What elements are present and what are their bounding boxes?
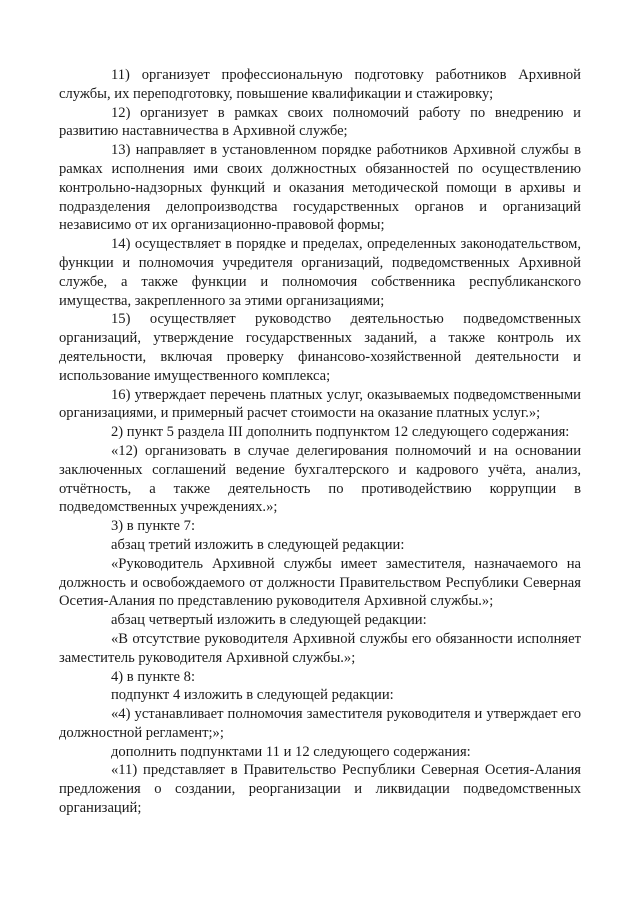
paragraph-abzac-4-intro: абзац четвертый изложить в следующей редакции:: [111, 612, 427, 629]
paragraph-abzac-3-text: «Руководитель Архивной службы имеет заместителя, назначаемого на должность и освобождаемого от должности Правительством Республики Северная Осетия-Алания по представлению руководителя Архивной службы.»;: [59, 555, 581, 610]
paragraph-subitem-4-intro: подпункт 4 изложить в следующей редакции:: [111, 687, 394, 704]
paragraph-amendment-3: 3) в пункте 7:: [111, 518, 196, 535]
paragraph-abzac-4-text: «В отсутствие руководителя Архивной службы его обязанности исполняет заместитель руководителя Архивной службы.»;: [59, 630, 581, 666]
paragraph-abzac-3-intro: абзац третий изложить в следующей редакции:: [111, 536, 405, 553]
paragraph-item-12: 12) организует в рамках своих полномочий работу по внедрению и развитию наставничества в Архивной службе;: [59, 104, 581, 140]
paragraph-item-15: 15) осуществляет руководство деятельностью подведомственных организаций, утверждение государственных заданий, а также контроль их деятельности, включая проверку финансово-хозяйственной деятельности и использование имущественного комплекса;: [59, 311, 581, 384]
paragraph-item-13: 13) направляет в установленном порядке работников Архивной службы в рамках исполнения ими своих должностных обязанностей по осуществлению контрольно-надзорных функций и оказания методической помощи в архивы и подразделения делопроизводства государственных органов и организаций независимо от их организационно-правовой формы;: [59, 142, 581, 234]
paragraph-amendment-2: 2) пункт 5 раздела III дополнить подпунктом 12 следующего содержания:: [111, 424, 570, 441]
paragraph-item-16: 16) утверждает перечень платных услуг, оказываемых подведомственными организациями, и примерный расчет стоимости на оказание платных услуг.»;: [59, 386, 581, 422]
paragraph-subitem-4-text: «4) устанавливает полномочия заместителя руководителя и утверждает его должностной регламент;»;: [59, 706, 581, 741]
paragraph-quoted-item-12: «12) организовать в случае делегирования полномочий и на основании заключенных соглашений ведение бухгалтерского и кадрового учёта, анализ, отчётность, а также деятельность по противодействию коррупции в подведомственных учреждениях.»;: [59, 442, 581, 516]
paragraph-item-14: 14) осуществляет в порядке и пределах, определенных законодательством, функции и полномочия учредителя организаций, подведомственных Архивной службе, а также функции и полномочия собственника республиканского имущества, закрепленного за этими организациями;: [59, 236, 581, 309]
paragraph-item-11: 11) организует профессиональную подготовку работников Архивной службы, их переподготовку, повышение квалификации и стажировку;: [59, 67, 581, 102]
paragraph-quoted-item-11: «11) представляет в Правительство Республики Северная Осетия-Алания предложения о создании, реорганизации и ликвидации подведомственных организаций;: [59, 762, 581, 817]
paragraph-subitems-11-12-intro: дополнить подпунктами 11 и 12 следующего содержания:: [111, 743, 471, 760]
document-body: [59, 66, 581, 818]
paragraph-amendment-4: 4) в пункте 8:: [111, 668, 196, 685]
